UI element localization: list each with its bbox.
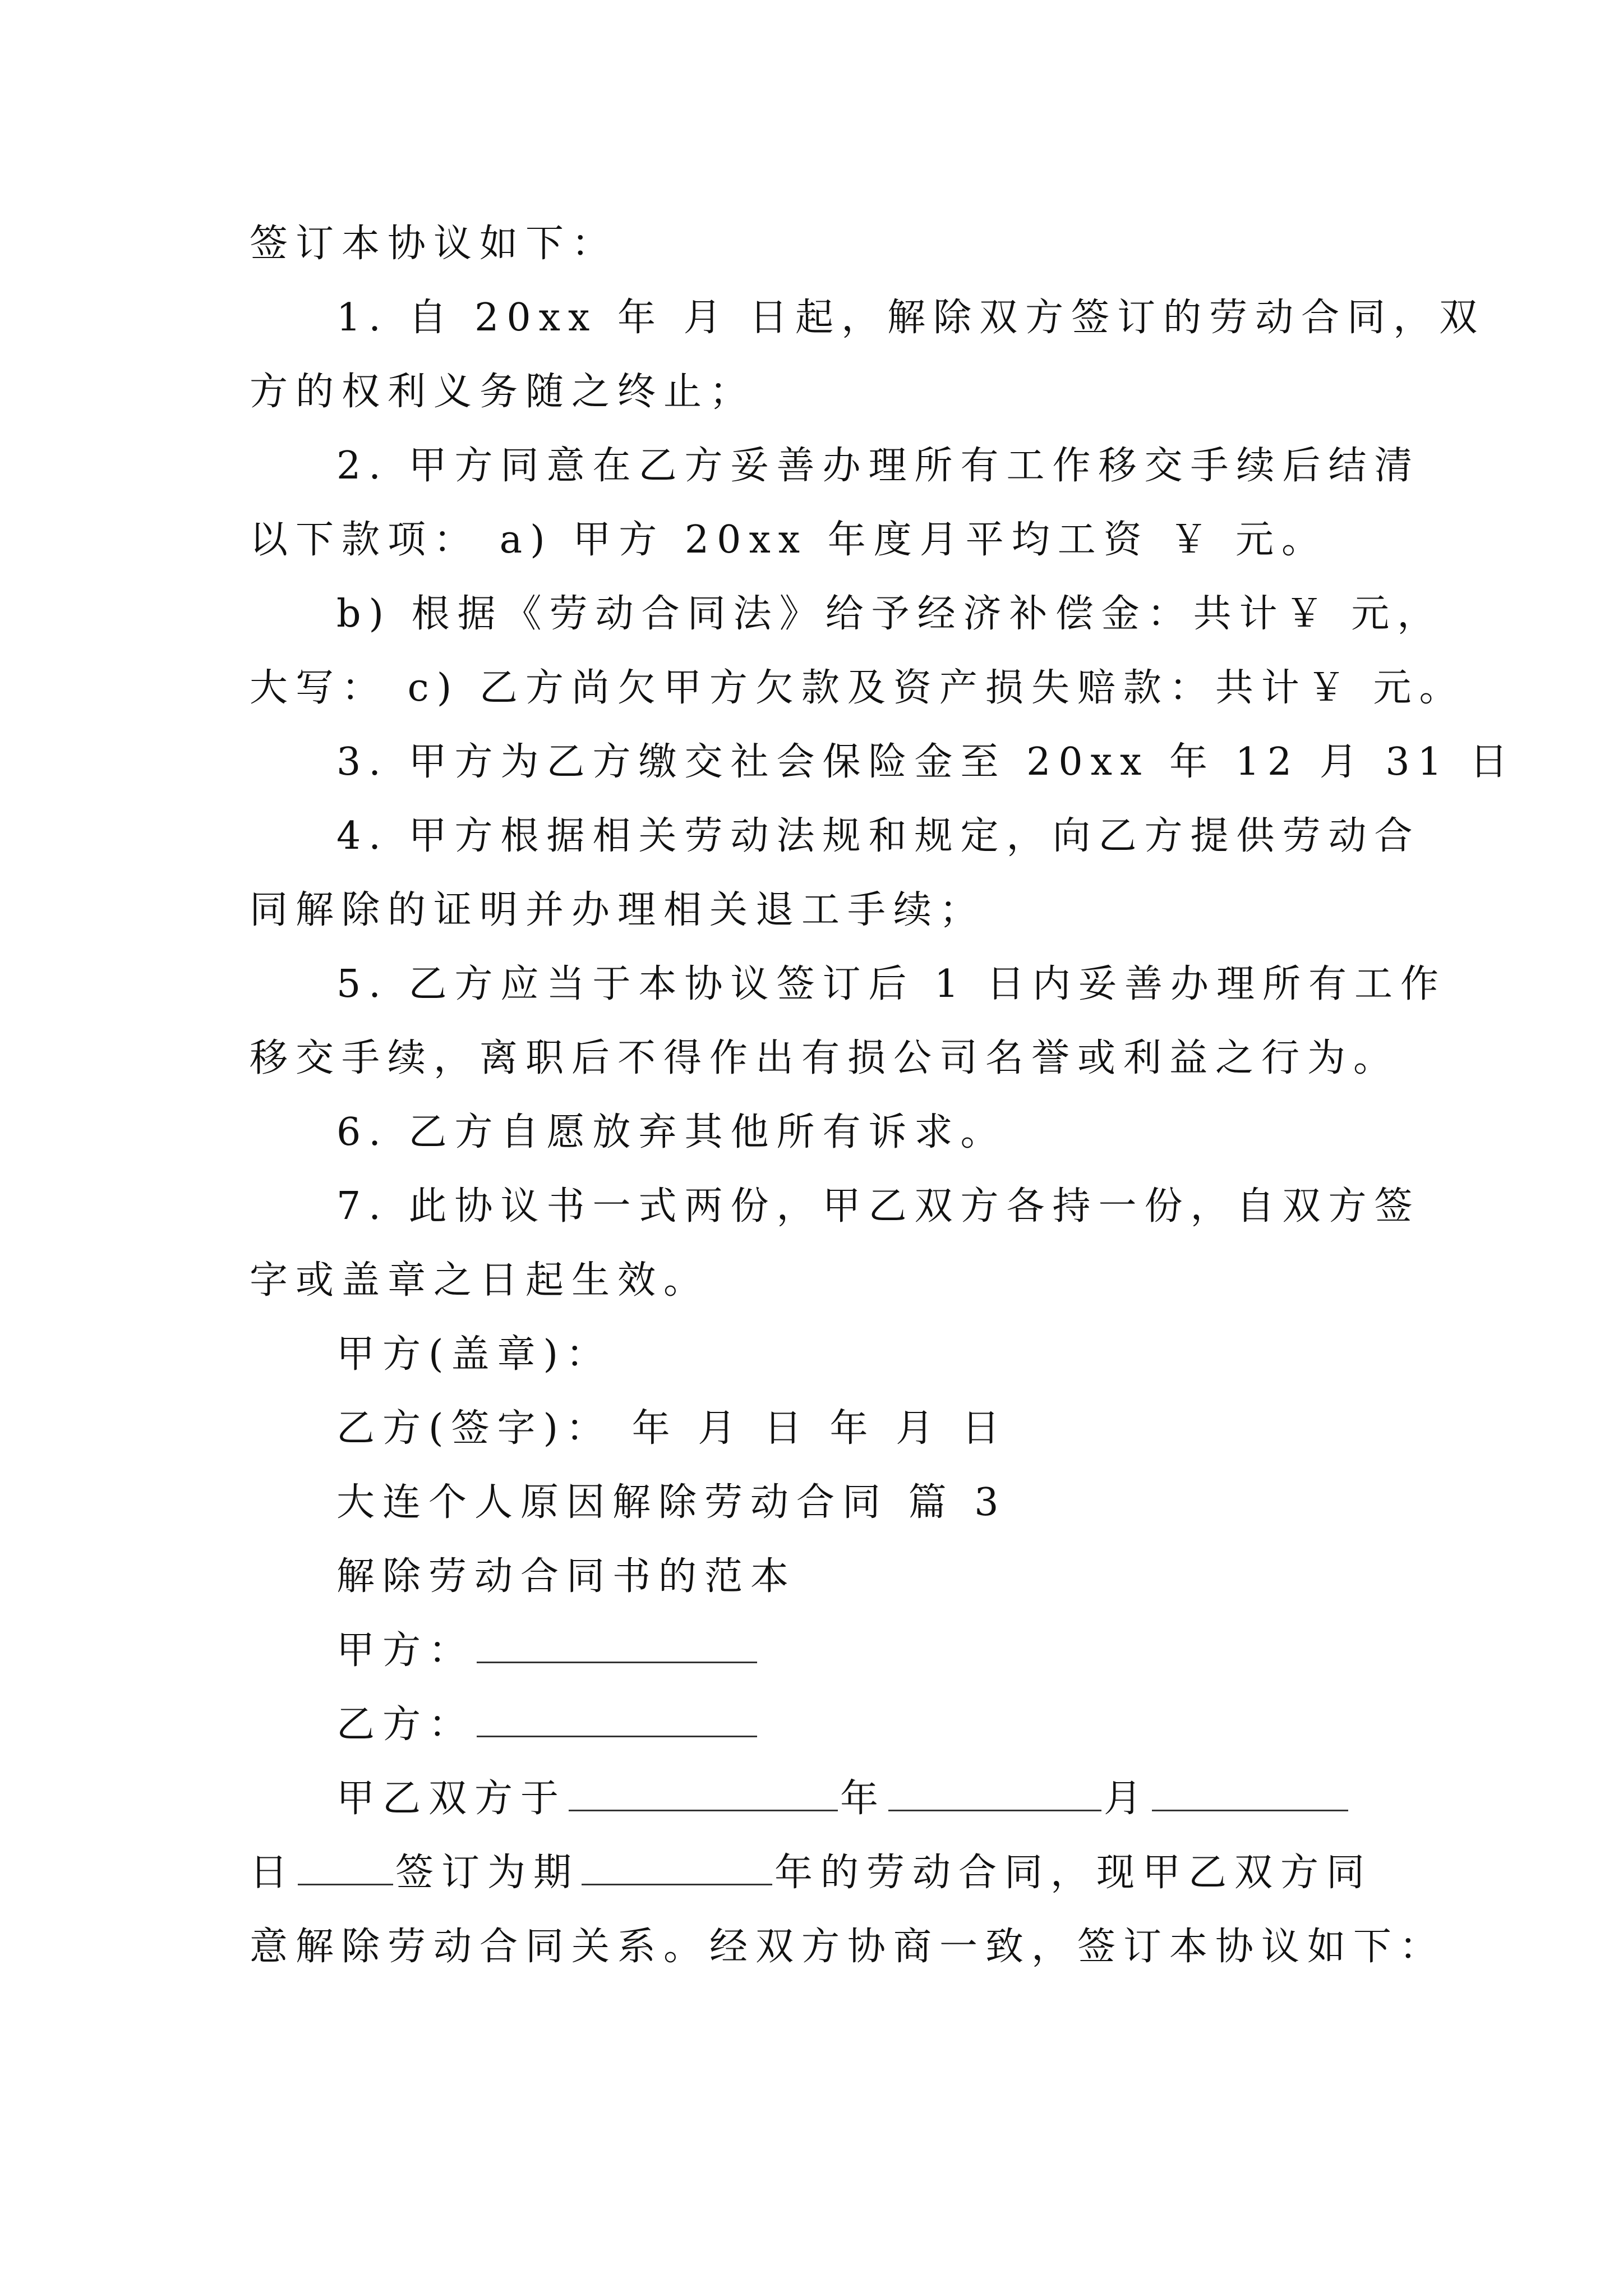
contract-term-line xyxy=(250,1842,1427,1904)
day-label: 日 xyxy=(250,1851,296,1895)
party-a-seal-line: 甲方(盖章)： xyxy=(336,1332,612,1377)
party-a-field xyxy=(336,1620,1427,1682)
year-label: 年 xyxy=(840,1777,887,1821)
section-heading: 大连个人原因解除劳动合同 篇 3 xyxy=(336,1480,1007,1525)
contract-date-line xyxy=(336,1768,1427,1830)
paragraph-line: 签订本协议如下： xyxy=(250,222,618,266)
term-suffix: 年的劳动合同，现甲乙双方同 xyxy=(774,1851,1373,1895)
month-blank xyxy=(888,1774,1101,1811)
clause-2-line-1: 2. 甲方同意在乙方妥善办理所有工作移交手续后结清 xyxy=(336,444,1421,488)
term-years-blank xyxy=(582,1848,772,1885)
month-label: 月 xyxy=(1104,1777,1150,1821)
clause-1-line-1: 1. 自 20xx 年 月 日起，解除双方签订的劳动合同，双 xyxy=(336,296,1486,340)
contract-date-prefix: 甲乙双方于 xyxy=(336,1777,567,1821)
clause-5-line-2: 移交手续，离职后不得作出有损公司名誉或利益之行为。 xyxy=(250,1036,1400,1080)
day-blank-2 xyxy=(298,1848,393,1885)
clause-4-line-1: 4. 甲方根据相关劳动法规和规定，向乙方提供劳动合 xyxy=(336,814,1421,858)
day-blank xyxy=(1152,1774,1348,1811)
clause-7-line-1: 7. 此协议书一式两份，甲乙双方各持一份，自双方签 xyxy=(336,1184,1421,1228)
term-prefix: 签订为期 xyxy=(395,1851,580,1895)
party-b-blank xyxy=(477,1700,757,1737)
clause-6-line: 6. 乙方自愿放弃其他所有诉求。 xyxy=(336,1110,1007,1154)
clause-4-line-2: 同解除的证明并办理相关退工手续； xyxy=(250,888,986,932)
party-a-blank xyxy=(477,1626,757,1663)
clause-3-line: 3. 甲方为乙方缴交社会保险金至 20xx 年 12 月 31 日 xyxy=(336,740,1516,784)
party-a-label: 甲方： xyxy=(336,1628,475,1673)
clause-1-line-2: 方的权利义务随之终止； xyxy=(250,370,756,414)
clause-7-line-2: 字或盖章之日起生效。 xyxy=(250,1258,710,1303)
year-blank xyxy=(569,1774,838,1811)
template-title: 解除劳动合同书的范本 xyxy=(336,1554,797,1599)
party-b-label: 乙方： xyxy=(336,1703,475,1747)
clause-2b-line-1: b) 根据《劳动合同法》给予经济补偿金：共计￥ 元， xyxy=(336,592,1444,636)
clause-2b-line-2: 大写： c) 乙方尚欠甲方欠款及资产损失赔款：共计￥ 元。 xyxy=(250,666,1465,710)
clause-5-line-1: 5. 乙方应当于本协议签订后 1 日内妥善办理所有工作 xyxy=(336,962,1446,1006)
party-b-field xyxy=(336,1694,1427,1756)
party-b-sign-date-line: 乙方(签字)： 年 月 日 年 月 日 xyxy=(336,1406,1008,1451)
clause-2-line-2: 以下款项： a) 甲方 20xx 年度月平均工资 ￥ 元。 xyxy=(250,518,1327,562)
agreement-intro-line: 意解除劳动合同关系。经双方协商一致，签订本协议如下： xyxy=(250,1925,1446,1969)
